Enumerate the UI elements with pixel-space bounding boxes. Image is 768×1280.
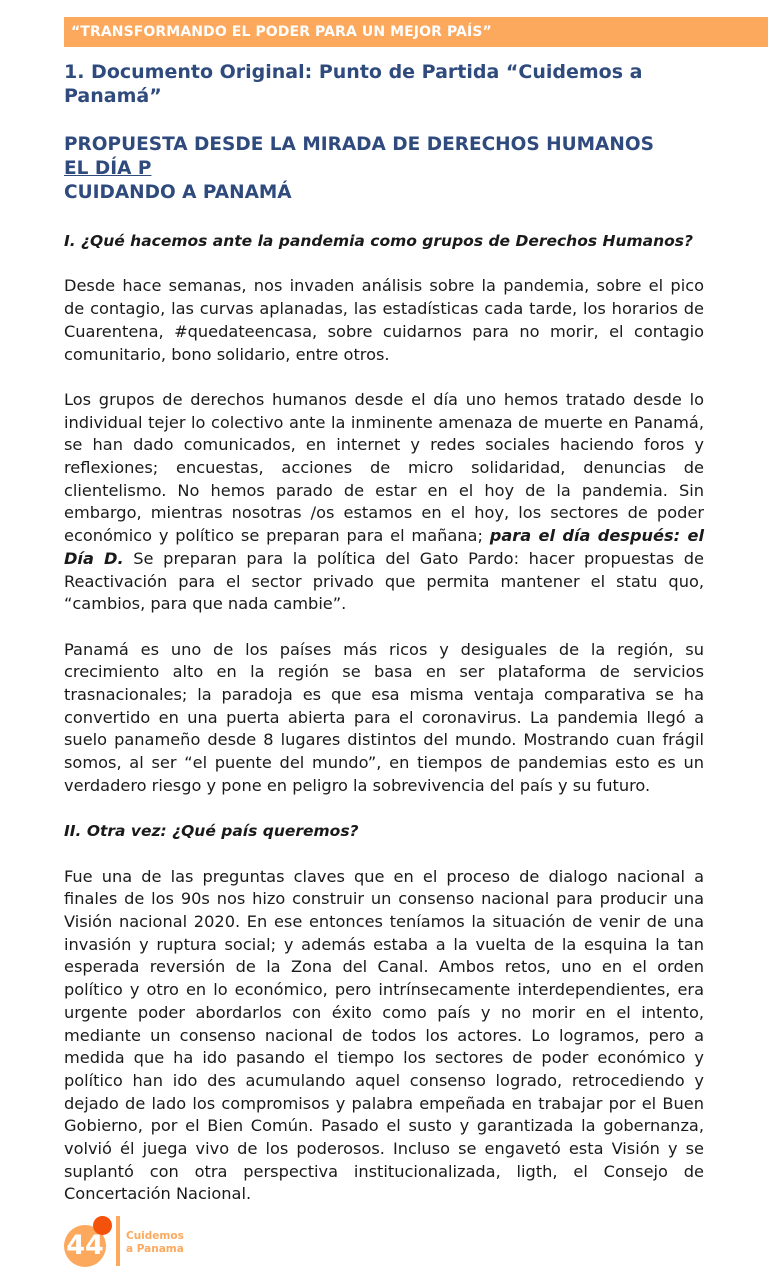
header-banner	[64, 17, 768, 47]
document-subtitle	[64, 133, 724, 205]
section-1-heading: I. ¿Qué hacemos ante la pandemia como grupos de Derechos Humanos?	[64, 232, 693, 250]
banner-text: “TRANSFORMANDO EL PODER PARA UN MEJOR PAÍS”	[71, 24, 492, 40]
subtitle-line-3: CUIDANDO A PANAMÁ	[64, 182, 292, 203]
section-2-heading: II. Otra vez: ¿Qué país queremos?	[64, 822, 359, 841]
paragraph: Desde hace semanas, nos invaden análisis sobre la pandemia, sobre el pico de contagio, las curvas aplanadas, las estadísticas cada tarde, los horarios de Cuarentena, #quedateencasa, sobre cuidarnos para no morir, el contagio comunitario, bono solidario, entre otros.	[64, 276, 704, 364]
brand-line-2: a Panama	[126, 1243, 184, 1255]
footer-brand	[126, 1230, 184, 1256]
document-body	[64, 230, 704, 1229]
brand-line-1: Cuidemos	[126, 1230, 184, 1242]
emphasis-text: para el día después: el Día D.	[64, 526, 704, 568]
subtitle-line-1: PROPUESTA DESDE LA MIRADA DE DERECHOS HUMANOS	[64, 134, 654, 155]
page-number: 44	[66, 1230, 104, 1261]
paragraph: Panamá es uno de los países más ricos y desiguales de la región, su crecimiento alto en la región se basa en ser plataforma de servicios trasnacionales; la paradoja es que esa misma ventaja comparativa se ha convertido en una puerta abierta para el coronavirus. La pandemia llegó a suelo panameño desde 8 lugares distintos del mundo. Mostrando cuan frágil somos, al ser “el puente del mundo”, en tiempos de pandemias esto es un verdadero riesgo y pone en peligro la sobrevivencia del país y su futuro.	[64, 639, 704, 795]
paragraph	[64, 389, 704, 616]
page-title: 1. Documento Original: Punto de Partida “Cuidemos a Panamá”	[64, 61, 643, 107]
paragraph: Fue una de las preguntas claves que en el proceso de dialogo nacional a finales de los 90s nos hizo construir un consenso nacional para producir una Visión nacional 2020. En ese entonces teníamos la situación de venir de una invasión y ruptura social; y además estaba a la vuelta de la esquina la tan esperada reversión de la Zona del Canal. Ambos retos, uno en el orden político y otro en lo económico, pero intrínsecamente interdependientes, era urgente poder abordarlos con éxito como país y no morir en el intento, mediante un consenso nacional de todos los actores. Lo logramos, pero a medida que ha ido pasando el tiempo los sectores de poder económico y político han ido des acumulando aquel consenso logrado, retrocediendo y dejado de lado los compromisos y palabra empeñada en trabajar por el Buen Gobierno, por el Bien Común. Pasado el susto y garantizada la gobernanza, volvió él juega vivo de los poderosos. Incluso se engavetó esta Visión y se suplantó con otra perspectiva institucionalizada, ligth, el Consejo de Concertación Nacional.	[64, 866, 704, 1204]
paragraph-text: Los grupos de derechos humanos desde el día uno hemos tratado desde lo individual tejer lo colectivo ante la inminente amenaza de muerte en Panamá, se han dado comunicados, en internet y redes sociales haciendo foros y reflexiones; encuestas, acciones de micro solidaridad, denuncias de clientelismo. No hemos parado de estar en el hoy de la pandemia. Sin embargo, mientras nosotras /os estamos en el hoy, los sectores de poder económico y político se preparan para el mañana;	[64, 389, 704, 546]
footer-divider	[116, 1216, 120, 1266]
paragraph-text: Se preparan para la política del Gato Pardo: hacer propuestas de Reactivación para el sector privado que permita mantener el statu quo, “cambios, para que nada cambie”.	[64, 548, 704, 614]
subtitle-line-2: EL DÍA P	[64, 158, 152, 179]
